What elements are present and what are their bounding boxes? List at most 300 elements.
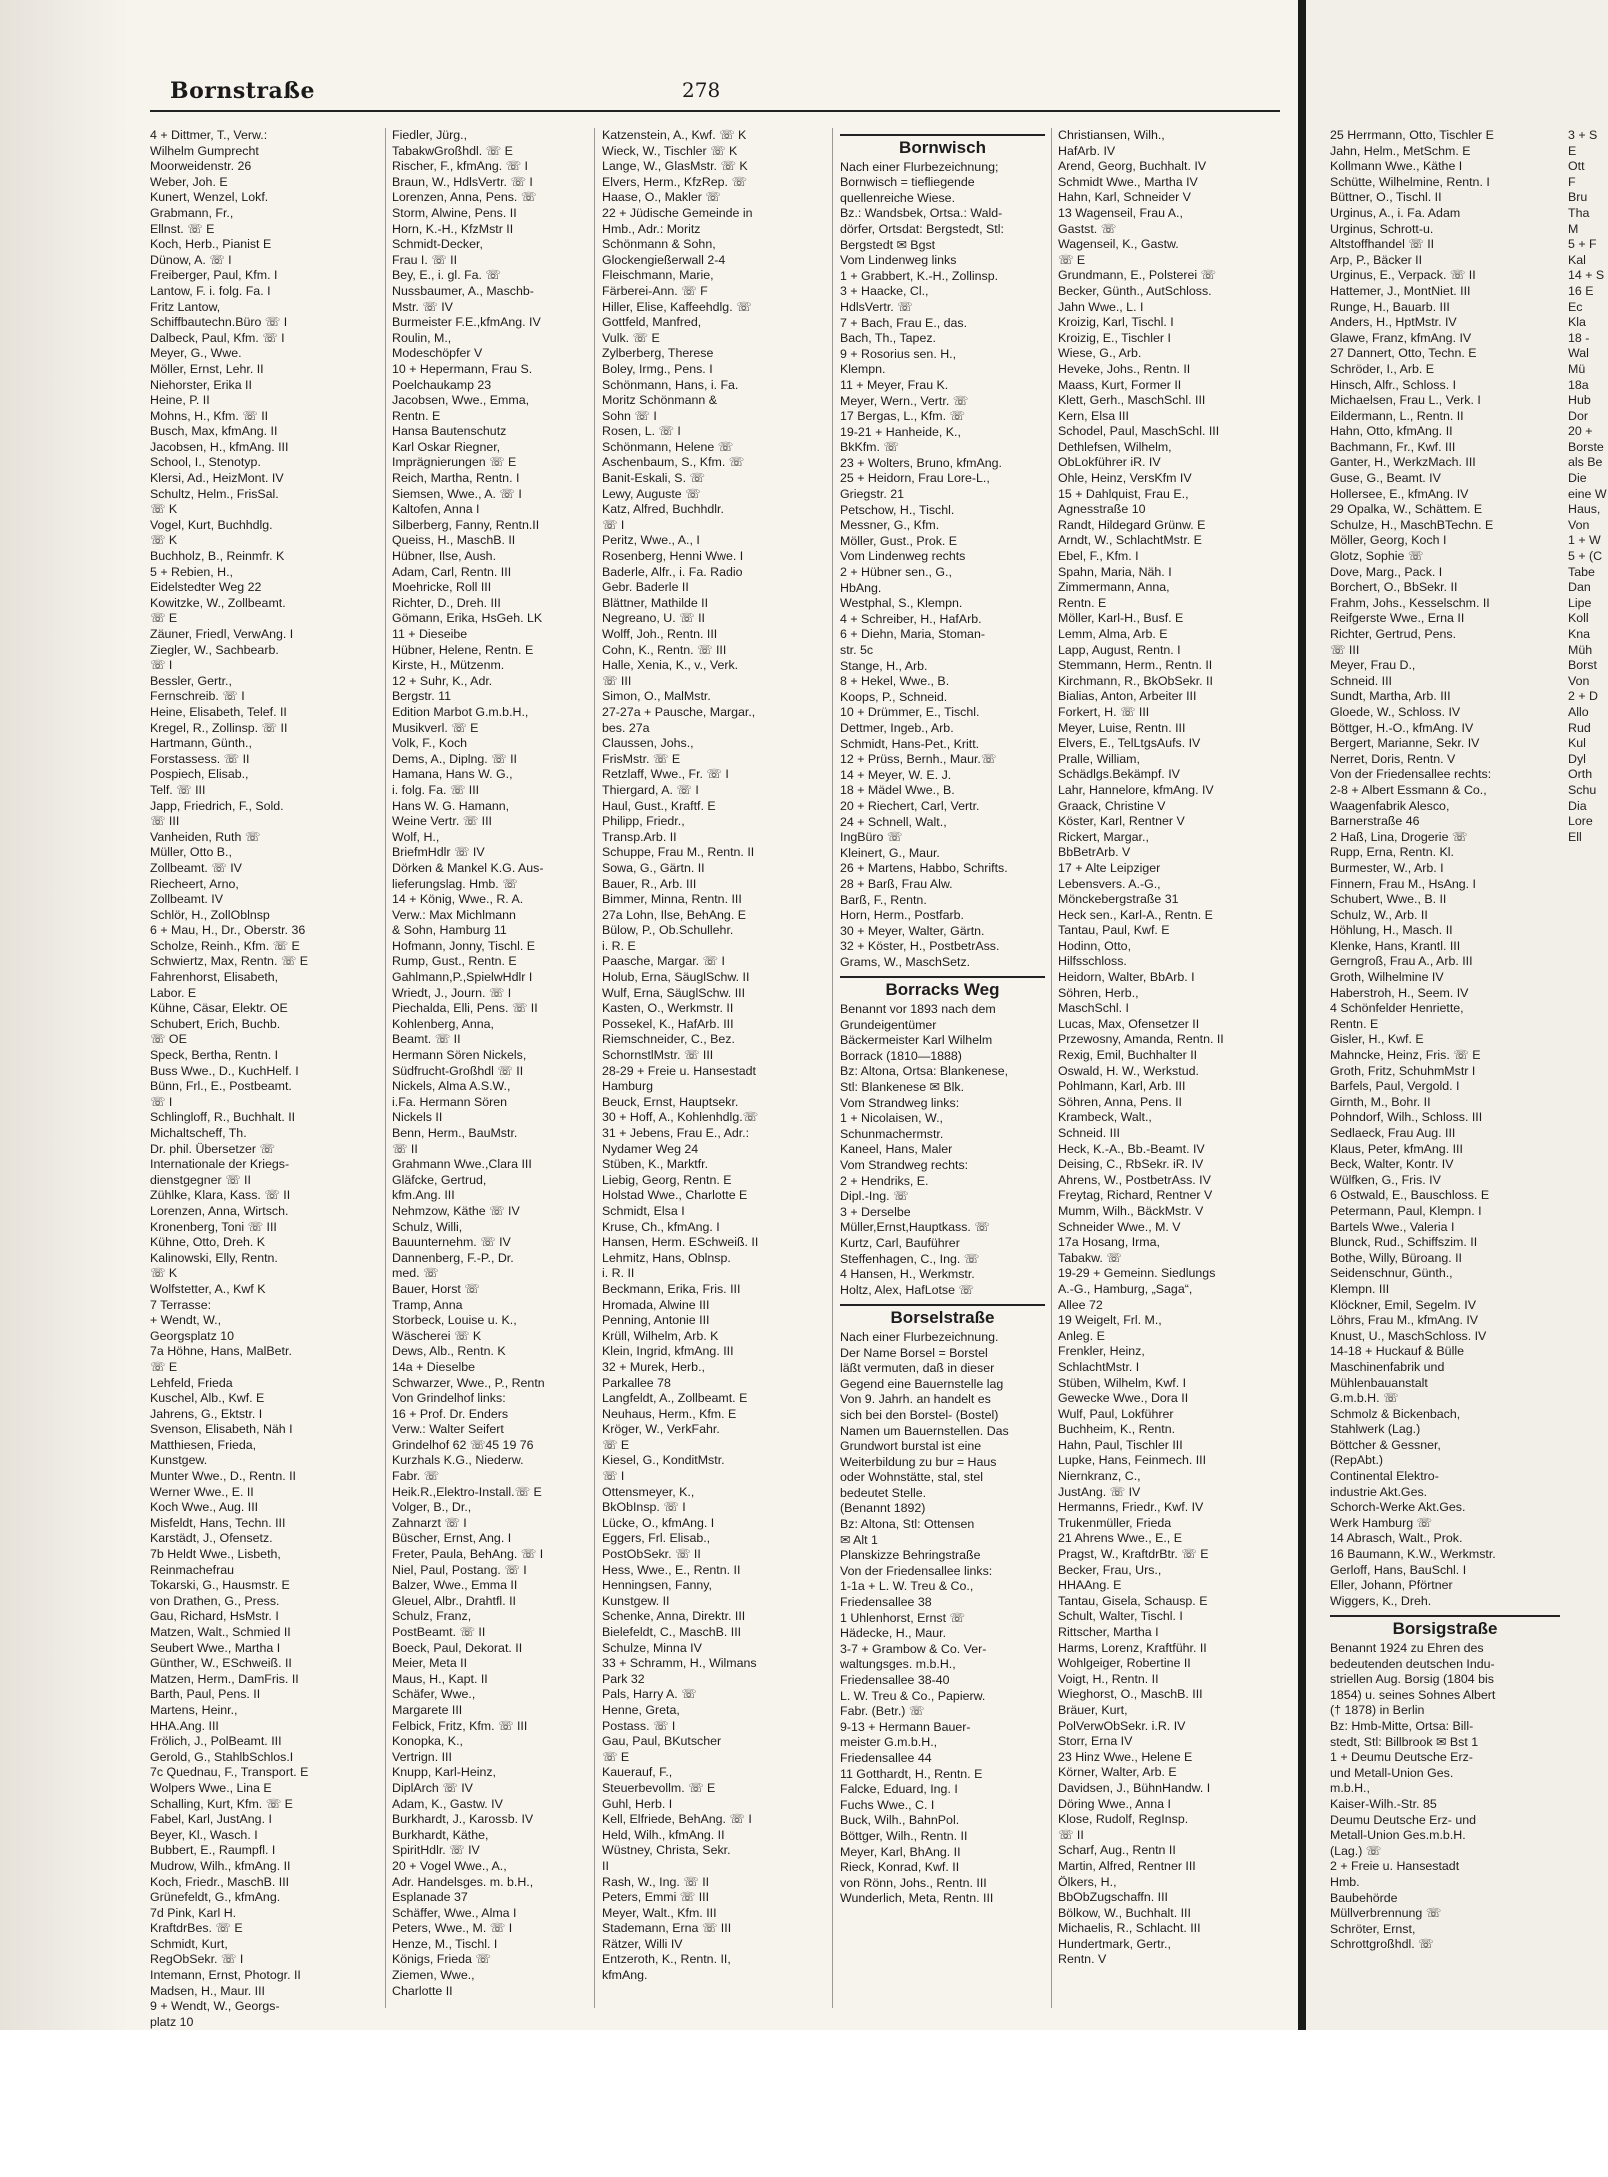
directory-entry: Krambeck, Walt., bbox=[1058, 1110, 1152, 1125]
page-margin-shadow bbox=[0, 0, 130, 2030]
directory-entry: II bbox=[602, 1858, 609, 1873]
street-header: Bornstraße bbox=[170, 78, 315, 104]
directory-entry: Klersi, Ad., HeizMont. IV bbox=[150, 471, 284, 486]
directory-entry: Banit-Eskali, S. ☏ bbox=[602, 471, 705, 486]
directory-entry: Gerloff, Hans, BauSchl. I bbox=[1330, 1562, 1467, 1577]
directory-entry: Schönmann, Helene ☏ bbox=[602, 439, 734, 454]
directory-entry: Speck, Bertha, Rentn. I bbox=[150, 1048, 279, 1063]
directory-entry: ☏ II bbox=[392, 1141, 418, 1156]
directory-entry: ☏ E bbox=[150, 611, 178, 626]
directory-entry: Baderle, Alfr., i. Fa. Radio bbox=[602, 564, 743, 579]
directory-entry: Koch Wwe., Aug. III bbox=[150, 1500, 259, 1515]
directory-entry: Jahn Wwe., L. I bbox=[1058, 299, 1144, 314]
directory-entry: SpiritHdlr. ☏ IV bbox=[392, 1843, 480, 1858]
directory-entry: (Lag.) ☏ bbox=[1330, 1843, 1382, 1858]
directory-entry: Färberei-Ann. ☏ F bbox=[602, 283, 708, 298]
directory-entry: Holub, Erna, SäuglSchw. II bbox=[602, 970, 750, 985]
facing-page-fragment: E bbox=[1568, 143, 1577, 158]
directory-entry: Schönmann & Sohn, bbox=[602, 237, 716, 252]
directory-entry: Storbeck, Louise u. K., bbox=[392, 1313, 517, 1328]
column-divider bbox=[594, 128, 595, 2008]
directory-entry: Lucas, Max, Ofensetzer II bbox=[1058, 1016, 1200, 1031]
directory-entry: Namen um Bauernstellen. Das bbox=[840, 1423, 1009, 1438]
directory-entry: Hermann Sören Nickels, bbox=[392, 1048, 527, 1063]
directory-entry: PostBeamt. ☏ II bbox=[392, 1625, 486, 1639]
directory-entry: Koops, P., Schneid. bbox=[840, 689, 948, 704]
directory-entry: Freytag, Richard, Rentner V bbox=[1058, 1188, 1213, 1203]
directory-entry: 1854) u. seines Sohnes Albert bbox=[1330, 1687, 1496, 1702]
facing-page-fragment: Von bbox=[1568, 517, 1590, 532]
directory-entry: Beuck, Ernst, Hauptsekr. bbox=[602, 1094, 739, 1109]
directory-entry: Schmidt-Decker, bbox=[392, 237, 483, 252]
directory-entry: Busch, Max, kfmAng. II bbox=[150, 424, 278, 439]
directory-entry: Schiffbautechn.Büro ☏ I bbox=[150, 315, 288, 330]
directory-entry: Grünefeldt, G., kfmAng. bbox=[150, 1890, 281, 1905]
directory-entry: Horn, K.-H., KfzMstr II bbox=[392, 221, 514, 236]
directory-entry: 3 + Derselbe bbox=[840, 1204, 911, 1219]
directory-entry: School, I., Stenotyp. bbox=[150, 455, 261, 470]
facing-page-fragment: 3 + S bbox=[1568, 128, 1598, 142]
directory-entry: Werner Wwe., E. II bbox=[150, 1484, 254, 1499]
directory-entry: 2 + Freie u. Hansestadt bbox=[1330, 1859, 1460, 1874]
facing-page-fragment: Tabe bbox=[1568, 564, 1595, 579]
directory-entry: Kauerauf, F., bbox=[602, 1765, 673, 1780]
directory-entry: Schröder, I., Arb. E bbox=[1330, 361, 1434, 376]
directory-entry: Arend, Georg, Buchhalt. IV bbox=[1058, 159, 1207, 174]
column-3 bbox=[602, 128, 824, 2008]
directory-entry: Vanheiden, Ruth ☏ bbox=[150, 829, 261, 844]
directory-entry: Kunstgew. II bbox=[602, 1593, 670, 1608]
directory-entry: Bz: Altona, Stl: Ottensen bbox=[840, 1517, 975, 1532]
directory-entry: Harms, Lorenz, Kraftführ. II bbox=[1058, 1640, 1207, 1655]
directory-entry: Hinsch, Alfr., Schloss. I bbox=[1330, 377, 1457, 392]
directory-entry: Schenke, Anna, Direktr. III bbox=[602, 1609, 746, 1624]
directory-entry: Agnesstraße 10 bbox=[1058, 502, 1146, 517]
column-6 bbox=[1330, 128, 1560, 2008]
directory-entry: Paasche, Margar. ☏ I bbox=[602, 954, 725, 969]
directory-entry: 14 Abrasch, Walt., Prok. bbox=[1330, 1531, 1463, 1546]
directory-entry: Gau, Paul, BKutscher bbox=[602, 1734, 722, 1749]
directory-entry: Schunmachermstr. bbox=[840, 1126, 944, 1141]
directory-entry: Entzeroth, K., Rentn. II, bbox=[602, 1952, 731, 1967]
directory-entry: Roulin, M., bbox=[392, 330, 452, 345]
directory-entry: Kroizig, E., Tischler I bbox=[1058, 330, 1171, 345]
directory-entry: Adam, K., Gastw. IV bbox=[392, 1796, 503, 1811]
directory-entry: 14 + Meyer, W. E. J. bbox=[840, 767, 952, 782]
directory-entry: Schäffer, Wwe., Alma I bbox=[392, 1905, 517, 1920]
directory-entry: Vom Lindenweg links bbox=[840, 253, 957, 268]
facing-page-fragment: Schu bbox=[1568, 782, 1597, 797]
directory-entry: Postass. ☏ I bbox=[602, 1718, 676, 1733]
directory-entry: 9 + Wendt, W., Georgs- bbox=[150, 1999, 280, 2014]
directory-entry: Henze, M., Tischl. I bbox=[392, 1936, 498, 1951]
directory-entry: Maschinenfabrik und bbox=[1330, 1359, 1445, 1374]
directory-entry: Michaelsen, Frau L., Verk. I bbox=[1330, 393, 1481, 408]
directory-entry: Beyer, Kl., Wasch. I bbox=[150, 1827, 258, 1842]
directory-entry: Söhren, Herb., bbox=[1058, 985, 1139, 1000]
directory-entry: Benannt vor 1893 nach dem bbox=[840, 1002, 996, 1017]
directory-entry: 26 + Martens, Habbo, Schrifts. bbox=[840, 861, 1008, 876]
directory-entry: Böttger, Wilh., Rentn. II bbox=[840, 1828, 968, 1843]
facing-page-fragment: 18a bbox=[1568, 377, 1589, 392]
directory-entry: Zollbeamt. IV bbox=[150, 892, 223, 907]
directory-entry: JustAng. ☏ IV bbox=[1058, 1484, 1141, 1499]
directory-entry: Stüben, K., Marktfr. bbox=[602, 1157, 709, 1172]
directory-entry: Maus, H., Kapt. II bbox=[392, 1671, 488, 1686]
directory-entry: Gloede, W., Schloss. IV bbox=[1330, 704, 1461, 719]
directory-entry: Klaus, Peter, kfmAng. III bbox=[1330, 1141, 1463, 1156]
directory-entry: Stüben, Wilhelm, Kwf. I bbox=[1058, 1375, 1187, 1390]
directory-entry: Martin, Alfred, Rentner III bbox=[1058, 1858, 1196, 1873]
directory-entry: Telf. ☏ III bbox=[150, 782, 206, 797]
directory-entry: Siemsen, Wwe., A. ☏ I bbox=[392, 486, 522, 501]
directory-entry: Forstassess. ☏ II bbox=[150, 751, 250, 766]
directory-entry: Bauer, R., Arb. III bbox=[602, 876, 697, 891]
directory-entry: Schlör, H., ZollOblnsp bbox=[150, 907, 270, 922]
directory-entry: Beck, Walter, Kontr. IV bbox=[1330, 1157, 1454, 1172]
directory-entry: HbAng. bbox=[840, 580, 882, 595]
directory-entry: Sohn ☏ I bbox=[602, 408, 657, 423]
directory-entry: Blättner, Mathilde II bbox=[602, 595, 709, 610]
directory-entry: Bünn, Frl., E., Postbeamt. bbox=[150, 1079, 292, 1094]
directory-entry: Allee 72 bbox=[1058, 1297, 1103, 1312]
directory-entry: Barß, F., Rentn. bbox=[840, 892, 927, 907]
directory-entry: Werk Hamburg ☏ bbox=[1330, 1515, 1433, 1530]
directory-entry: dörfer, Ortsdat: Bergstedt, Stl: bbox=[840, 221, 1004, 236]
directory-entry: Negreano, U. ☏ II bbox=[602, 611, 705, 626]
directory-entry: Grindelhof 62 ☏45 19 76 bbox=[392, 1437, 534, 1452]
directory-entry: 33 + Schramm, H., Wilmans bbox=[602, 1656, 757, 1671]
directory-entry: Bielefeldt, C., MaschB. III bbox=[602, 1625, 742, 1639]
directory-entry: Scharf, Aug., Rentn II bbox=[1058, 1843, 1176, 1858]
directory-entry: (Benannt 1892) bbox=[840, 1501, 926, 1516]
directory-entry: 27a Lohn, Ilse, BehAng. E bbox=[602, 907, 746, 922]
directory-entry: Ohle, Heinz, VersKfm IV bbox=[1058, 471, 1192, 486]
directory-entry: Grundwort burstal ist eine bbox=[840, 1439, 982, 1454]
directory-entry: Transp.Arb. II bbox=[602, 829, 677, 844]
directory-entry: Hartmann, Günth., bbox=[150, 736, 252, 751]
directory-entry: Lebensvers. A.-G., bbox=[1058, 876, 1161, 891]
directory-entry: PostObSekr. ☏ II bbox=[602, 1547, 701, 1562]
directory-entry: Weber, Joh. E bbox=[150, 174, 228, 189]
directory-entry: Wulf, Paul, Lokführer bbox=[1058, 1406, 1174, 1421]
directory-entry: 24 + Schnell, Walt., bbox=[840, 814, 947, 829]
directory-entry: Lehmitz, Hans, Oblnsp. bbox=[602, 1250, 731, 1265]
directory-entry: Volk, F., Koch bbox=[392, 736, 468, 751]
directory-entry: BriefmHdlr ☏ IV bbox=[392, 845, 485, 860]
directory-entry: 19 Weigelt, Frl. M., bbox=[1058, 1313, 1162, 1328]
directory-entry: 3 + Haacke, Cl., bbox=[840, 284, 929, 299]
directory-entry: Nydamer Weg 24 bbox=[602, 1141, 699, 1156]
directory-entry: 19-29 + Gemeinn. Siedlungs bbox=[1058, 1266, 1216, 1281]
facing-page-fragment: Rud bbox=[1568, 720, 1591, 735]
directory-entry: Meyer, Walt., Kfm. III bbox=[602, 1905, 717, 1920]
directory-entry: 11 + Dieseibe bbox=[392, 627, 468, 641]
directory-entry: Verw.: Max Michlmann bbox=[392, 907, 516, 922]
directory-entry: lieferungslag. Hmb. ☏ bbox=[392, 876, 518, 891]
directory-entry: Girnth, M., Bohr. II bbox=[1330, 1094, 1431, 1109]
directory-entry: Burmeister F.E.,kfmAng. IV bbox=[392, 315, 541, 330]
directory-entry: Frahm, Johs., Kesselschm. II bbox=[1330, 595, 1490, 610]
directory-entry: ☏ III bbox=[602, 673, 632, 688]
directory-entry: Schorch-Werke Akt.Ges. bbox=[1330, 1500, 1466, 1515]
directory-entry: Simon, O., MalMstr. bbox=[602, 689, 711, 704]
directory-entry: Intemann, Ernst, Photogr. II bbox=[150, 1968, 301, 1983]
directory-entry: Heik.R.,Elektro-Install.☏ E bbox=[392, 1484, 542, 1499]
directory-entry: 4 Schönfelder Henriette, bbox=[1330, 1001, 1464, 1016]
directory-entry: RegObSekr. ☏ I bbox=[150, 1952, 244, 1967]
directory-entry: Mstr. ☏ IV bbox=[392, 299, 453, 314]
directory-entry: Pohndorf, Wilh., Schloss. III bbox=[1330, 1110, 1483, 1125]
directory-entry: Meyer, Frau D., bbox=[1330, 658, 1416, 673]
directory-entry: Bauunternehm. ☏ IV bbox=[392, 1235, 511, 1250]
directory-entry: Hiller, Elise, Kaffeehdlg. ☏ bbox=[602, 299, 752, 314]
directory-entry: 5 + Rebien, H., bbox=[150, 564, 233, 579]
directory-entry: Reifgerste Wwe., Erna II bbox=[1330, 611, 1465, 626]
directory-entry: 21 Ahrens Wwe., E., E bbox=[1058, 1531, 1182, 1546]
directory-entry: Rickert, Margar., bbox=[1058, 829, 1149, 844]
directory-entry: Neuhaus, Herm., Kfm. E bbox=[602, 1406, 737, 1421]
directory-entry: Haul, Gust., Kraftf. E bbox=[602, 798, 716, 813]
directory-entry: Moritz Schönmann & bbox=[602, 393, 718, 408]
directory-entry: Beamt. ☏ II bbox=[392, 1032, 461, 1047]
directory-entry: Schönmann, Hans, i. Fa. bbox=[602, 377, 739, 392]
directory-entry: ✉ Alt 1 bbox=[840, 1532, 878, 1547]
directory-entry: Ebel, F., Kfm. I bbox=[1058, 549, 1139, 564]
directory-entry: stedt, Stl: Billbrook ✉ Bst 1 bbox=[1330, 1734, 1479, 1749]
directory-entry: Königs, Frieda ☏ bbox=[392, 1952, 491, 1967]
directory-entry: Ziemen, Wwe., bbox=[392, 1968, 475, 1983]
directory-entry: Glockengießerwall 2-4 bbox=[602, 252, 726, 267]
directory-entry: Heck sen., Karl-A., Rentn. E bbox=[1058, 907, 1213, 922]
directory-entry: Altstoffhandel ☏ II bbox=[1330, 237, 1435, 252]
directory-entry: Vogel, Kurt, Buchhdlg. bbox=[150, 517, 273, 532]
facing-page-fragment: Von bbox=[1568, 673, 1590, 688]
directory-entry: meister G.m.b.H., bbox=[840, 1735, 938, 1750]
directory-entry: Stemmann, Herm., Rentn. II bbox=[1058, 658, 1213, 673]
directory-entry: Rischer, F., kfmAng. ☏ I bbox=[392, 159, 528, 174]
directory-entry: Schulze, H., MaschBTechn. E bbox=[1330, 517, 1494, 532]
directory-entry: Bach, Th., Tapez. bbox=[840, 331, 936, 346]
directory-entry: Dews, Alb., Rentn. K bbox=[392, 1344, 506, 1359]
column-1 bbox=[150, 128, 378, 2029]
directory-entry: Holtz, Alex, HafLotse ☏ bbox=[840, 1282, 974, 1297]
directory-entry: 4 + Dittmer, T., Verw.: bbox=[150, 128, 268, 142]
directory-entry: 12 + Prüss, Bernh., Maur.☏ bbox=[840, 752, 997, 767]
facing-page-fragment: Ott bbox=[1568, 159, 1585, 174]
directory-entry: Meyer, Wern., Vertr. ☏ bbox=[840, 393, 969, 408]
directory-entry: 10 + Hepermann, Frau S. bbox=[392, 361, 533, 376]
directory-entry: Lücke, O., kfmAng. I bbox=[602, 1515, 715, 1530]
directory-entry: Elvers, Herm., KfzRep. ☏ bbox=[602, 174, 747, 189]
directory-entry: 30 + Meyer, Walter, Gärtn. bbox=[840, 923, 985, 938]
facing-page-fragment: Lipe bbox=[1568, 595, 1592, 610]
directory-entry: Schmidt, Hans-Pet., Kritt. bbox=[840, 736, 980, 751]
directory-entry: Rieck, Konrad, Kwf. II bbox=[840, 1860, 960, 1875]
directory-entry: 4 Hansen, H., Werkmstr. bbox=[840, 1267, 975, 1282]
directory-entry: Eildermann, L., Rentn. II bbox=[1330, 408, 1464, 423]
directory-entry: Koch, Friedr., MaschB. III bbox=[150, 1874, 290, 1889]
directory-entry: Claussen, Johs., bbox=[602, 736, 694, 751]
directory-entry: Karl Oskar Riegner, bbox=[392, 439, 501, 454]
directory-entry: 23 Hinz Wwe., Helene E bbox=[1058, 1749, 1193, 1764]
directory-entry: Kalinowski, Elly, Rentn. bbox=[150, 1250, 278, 1265]
directory-entry: Fabr. ☏ bbox=[392, 1469, 440, 1484]
directory-entry: Kasten, O., Werkmstr. II bbox=[602, 1001, 734, 1016]
directory-entry: i. R. E bbox=[602, 938, 636, 953]
directory-entry: Hahn, Paul, Tischler III bbox=[1058, 1437, 1183, 1452]
directory-entry: kfmAng. bbox=[602, 1968, 648, 1983]
directory-entry: Schult, Walter, Tischl. I bbox=[1058, 1609, 1183, 1624]
directory-entry: ☏ II bbox=[1058, 1827, 1084, 1842]
directory-entry: ObLokführer iR. IV bbox=[1058, 455, 1161, 470]
directory-entry: Groth, Fritz, SchuhmMstr I bbox=[1330, 1063, 1476, 1078]
facing-page-fragment: Koll bbox=[1568, 611, 1589, 626]
directory-entry: Fernschreib. ☏ I bbox=[150, 689, 245, 704]
directory-entry: Riemschneider, C., Bez. bbox=[602, 1032, 735, 1047]
directory-entry: & Sohn, Hamburg 11 bbox=[392, 923, 507, 938]
directory-entry: Heine, Elisabeth, Telef. II bbox=[150, 704, 287, 719]
directory-entry: Rexig, Emil, Buchhalter II bbox=[1058, 1048, 1198, 1063]
directory-entry: ☏ K bbox=[150, 502, 178, 517]
directory-entry: 32 + Köster, H., PostbetrAss. bbox=[840, 939, 1000, 954]
directory-entry: Mühlenbauanstalt bbox=[1330, 1375, 1428, 1390]
directory-entry: Rentn. V bbox=[1058, 1952, 1107, 1967]
directory-entry: Benannt 1924 zu Ehren des bbox=[1330, 1641, 1484, 1655]
directory-entry: Cohn, K., Rentn. ☏ III bbox=[602, 642, 727, 657]
directory-entry: Möller, Karl-H., Busf. E bbox=[1058, 611, 1184, 626]
directory-entry: Kühne, Cäsar, Elektr. OE bbox=[150, 1001, 288, 1016]
directory-entry: Frölich, J., PolBeamt. III bbox=[150, 1734, 282, 1749]
directory-entry: Jacobsen, H., kfmAng. III bbox=[150, 439, 289, 454]
directory-entry: Von der Friedensallee links: bbox=[840, 1563, 993, 1578]
directory-entry: Schlingloff, R., Buchhalt. II bbox=[150, 1110, 296, 1125]
directory-entry: Holstad Wwe., Charlotte E bbox=[602, 1188, 748, 1203]
directory-entry: Nussbaumer, A., Maschb- bbox=[392, 283, 534, 298]
directory-entry: Bülow, P., Ob.Schullehr. bbox=[602, 923, 734, 938]
directory-entry: Silberberg, Fanny, Rentn.II bbox=[392, 517, 540, 532]
directory-entry: Nerret, Doris, Rentn. V bbox=[1330, 751, 1456, 766]
directory-entry: Aschenbaum, S., Kfm. ☏ bbox=[602, 455, 745, 470]
directory-entry: Stl: Blankenese ✉ Blk. bbox=[840, 1080, 965, 1095]
directory-entry: 11 Gotthardt, H., Rentn. E bbox=[840, 1766, 983, 1781]
directory-entry: Katz, Alfred, Buchhdlr. bbox=[602, 502, 724, 517]
directory-entry: BbBetrArb. V bbox=[1058, 845, 1131, 860]
directory-entry: Bölkow, W., Buchhalt. III bbox=[1058, 1905, 1191, 1920]
directory-entry: Kiesel, G., KonditMstr. bbox=[602, 1453, 725, 1468]
directory-entry: Von der Friedensallee rechts: bbox=[1330, 767, 1492, 782]
directory-entry: ☏ E bbox=[1058, 252, 1086, 267]
directory-entry: Schalling, Kurt, Kfm. ☏ E bbox=[150, 1796, 293, 1811]
directory-entry: von Rönn, Johs., Rentn. III bbox=[840, 1875, 987, 1890]
directory-entry: Rump, Gust., Rentn. E bbox=[392, 954, 517, 969]
directory-entry: Moorweidenstr. 26 bbox=[150, 159, 252, 174]
directory-entry: Matthiesen, Frieda, bbox=[150, 1437, 257, 1452]
directory-entry: Becker, Günth., AutSchloss. bbox=[1058, 283, 1212, 298]
directory-entry: 18 + Mädel Wwe., B. bbox=[840, 783, 955, 798]
directory-entry: Continental Elektro- bbox=[1330, 1469, 1439, 1484]
directory-entry: Gläfcke, Gertrud, bbox=[392, 1172, 487, 1187]
directory-entry: Knupp, Karl-Heinz, bbox=[392, 1765, 496, 1780]
directory-entry: Bessler, Gertr., bbox=[150, 673, 232, 688]
directory-entry: waltungsges. m.b.H., bbox=[840, 1657, 956, 1672]
facing-page-fragment: 2 + D bbox=[1568, 689, 1598, 704]
directory-entry: m.b.H., bbox=[1330, 1781, 1370, 1796]
directory-entry: 10 + Drümmer, E., Tischl. bbox=[840, 705, 980, 720]
directory-entry: Possekel, K., HafArb. III bbox=[602, 1016, 734, 1031]
directory-entry: Möller, Georg, Koch I bbox=[1330, 533, 1447, 548]
directory-entry: Glawe, Franz, kfmAng. IV bbox=[1330, 330, 1472, 345]
directory-entry: Horn, Herm., Postfarb. bbox=[840, 908, 964, 923]
directory-entry: Wieck, W., Tischler ☏ K bbox=[602, 143, 738, 158]
directory-entry: Eller, Johann, Pförtner bbox=[1330, 1578, 1453, 1593]
directory-entry: Bachmann, Fr., Kwf. III bbox=[1330, 439, 1456, 454]
facing-page-fragment: Müh bbox=[1568, 642, 1593, 657]
directory-entry: Gebr. Baderle II bbox=[602, 580, 689, 595]
directory-entry: Kohlenberg, Anna, bbox=[392, 1016, 494, 1031]
directory-entry: Schrottgroßhdl. ☏ bbox=[1330, 1937, 1434, 1952]
directory-entry: 28-29 + Freie u. Hansestadt bbox=[602, 1063, 756, 1078]
section-header: Borsigstraße bbox=[1330, 1615, 1560, 1637]
directory-entry: Zimmermann, Anna, bbox=[1058, 580, 1170, 595]
section-header: Borselstraße bbox=[840, 1304, 1045, 1326]
directory-entry: Klein, Ingrid, kfmAng. III bbox=[602, 1344, 734, 1359]
directory-entry: Tramp, Anna bbox=[392, 1297, 463, 1312]
directory-entry: Vulk. ☏ E bbox=[602, 330, 660, 345]
directory-entry: Dipl.-Ing. ☏ bbox=[840, 1189, 909, 1204]
directory-entry: Bz: Hmb-Mitte, Ortsa: Bill- bbox=[1330, 1718, 1474, 1733]
directory-entry: Ölkers, H., bbox=[1058, 1874, 1117, 1889]
directory-entry: Georgsplatz 10 bbox=[150, 1328, 235, 1343]
directory-entry: Ottensmeyer, K., bbox=[602, 1484, 695, 1499]
directory-entry: Liebig, Georg, Rentn. E bbox=[602, 1172, 732, 1187]
directory-entry: Buchheim, K., Rentn. bbox=[1058, 1422, 1176, 1437]
directory-entry: Zollbeamt. ☏ IV bbox=[150, 860, 242, 875]
directory-entry: 7a Höhne, Hans, MalBetr. bbox=[150, 1344, 292, 1359]
directory-entry: Beckmann, Erika, Fris. III bbox=[602, 1281, 741, 1296]
directory-entry: Anleg. E bbox=[1058, 1328, 1105, 1343]
column-divider bbox=[832, 128, 833, 2008]
directory-entry: Barfels, Paul, Vergold. I bbox=[1330, 1079, 1460, 1094]
directory-entry: Parkallee 78 bbox=[602, 1375, 671, 1390]
facing-page-fragment: Borste bbox=[1568, 439, 1604, 454]
directory-entry: und Metall-Union Ges. bbox=[1330, 1765, 1454, 1780]
directory-entry: Schwarzer, Wwe., P., Rentn bbox=[392, 1375, 545, 1390]
directory-entry: Schubert, Wwe., B. II bbox=[1330, 892, 1447, 907]
directory-entry: DiplArch ☏ IV bbox=[392, 1780, 473, 1795]
facing-page-fragment: Borst bbox=[1568, 658, 1597, 673]
directory-entry: Langfeldt, A., Zollbeamt. E bbox=[602, 1391, 748, 1406]
directory-entry: Charlotte II bbox=[392, 1983, 453, 1998]
directory-entry: Wunderlich, Meta, Rentn. III bbox=[840, 1891, 994, 1906]
directory-entry: Rupp, Erna, Rentn. Kl. bbox=[1330, 845, 1454, 860]
directory-entry: Bz: Altona, Ortsa: Blankenese, bbox=[840, 1064, 1009, 1079]
directory-entry: Müllverbrennung ☏ bbox=[1330, 1906, 1442, 1921]
directory-entry: ☏ E bbox=[602, 1437, 630, 1452]
directory-entry: Kern, Elsa III bbox=[1058, 408, 1129, 423]
directory-entry: Pralle, William, bbox=[1058, 751, 1140, 766]
directory-entry: MaschSchl. I bbox=[1058, 1001, 1129, 1016]
directory-entry: oder Wohnstätte, stal, stel bbox=[840, 1470, 984, 1485]
directory-entry: Michaelis, R., Schlacht. III bbox=[1058, 1921, 1201, 1936]
directory-entry: Riecheert, Arno, bbox=[150, 876, 239, 891]
directory-entry: 6 Ostwald, E., Bauschloss. E bbox=[1330, 1188, 1490, 1203]
facing-page-fragment: Lore bbox=[1568, 814, 1593, 829]
directory-entry: 8 + Hekel, Wwe., B. bbox=[840, 674, 950, 689]
directory-entry: Böttger, H.-O., kfmAng. IV bbox=[1330, 720, 1474, 735]
directory-entry: Friedensallee 44 bbox=[840, 1750, 932, 1765]
directory-entry: BkKfm. ☏ bbox=[840, 440, 899, 455]
